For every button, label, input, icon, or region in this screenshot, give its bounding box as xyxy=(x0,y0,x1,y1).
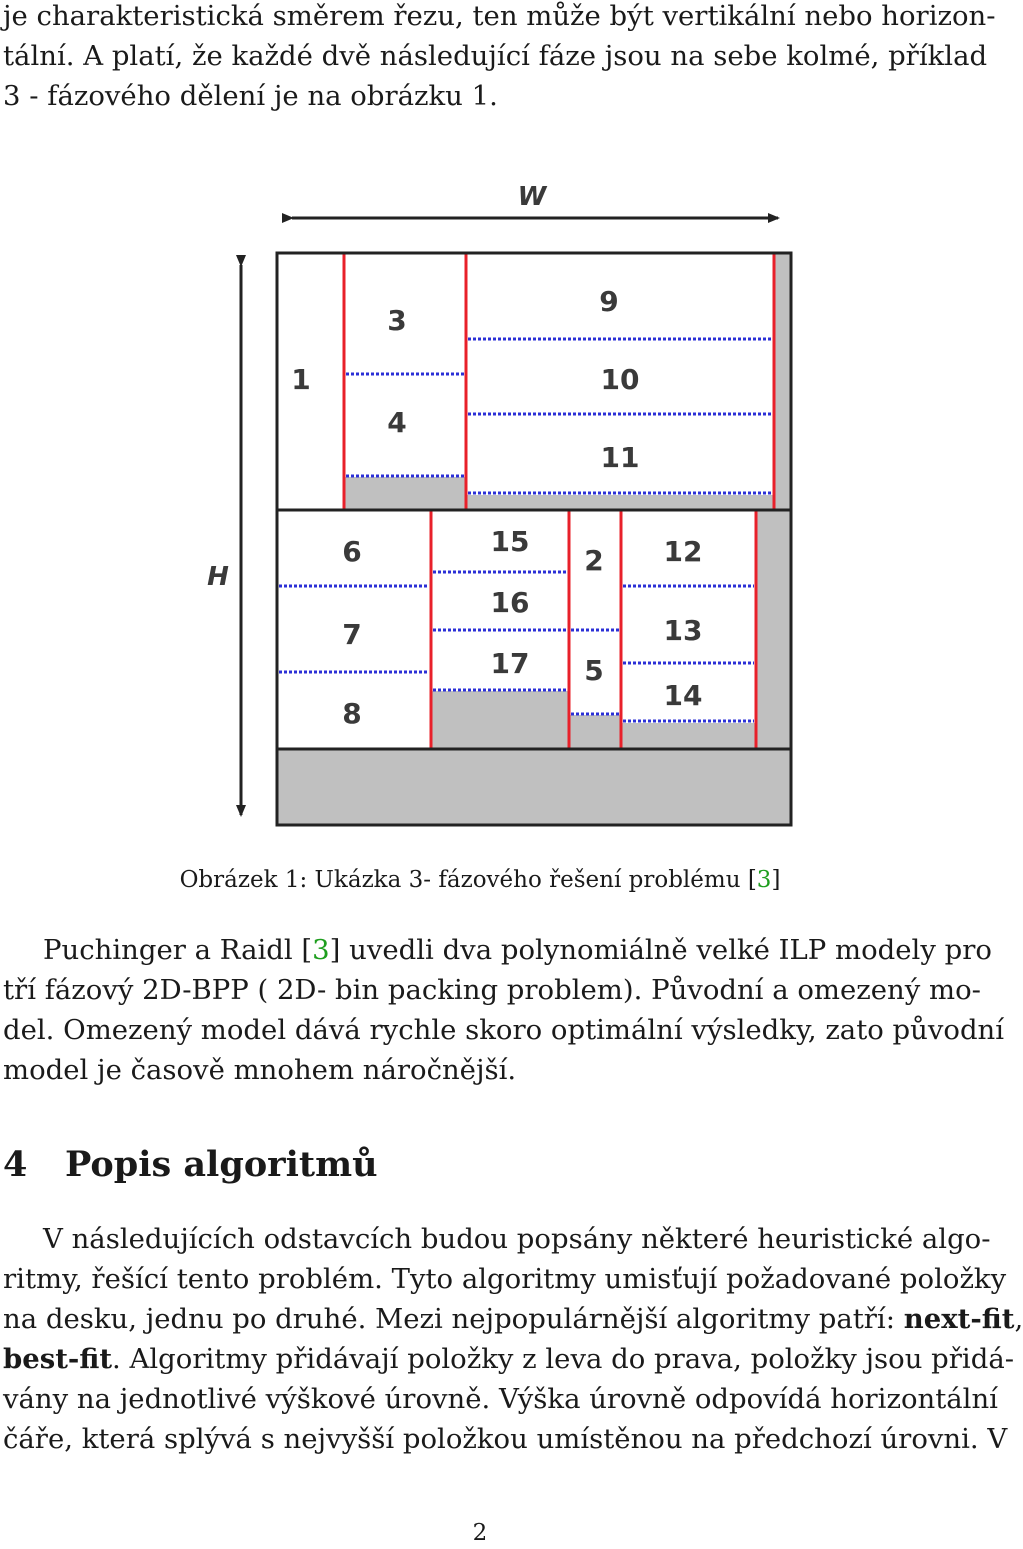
paragraph-text: , xyxy=(1014,1303,1023,1335)
paragraph-line: tří fázový 2D-BPP ( 2D- bin packing problem). Původní a omezený mo- xyxy=(3,974,981,1006)
item-label: 9 xyxy=(599,285,619,318)
paragraph-text: Puchinger a Raidl [ xyxy=(43,934,313,966)
paragraph-line: 3 - fázového dělení je na obrázku 1. xyxy=(3,80,498,112)
item-label: 17 xyxy=(490,647,530,680)
item-label: 1 xyxy=(291,363,311,396)
paragraph-line: V následujících odstavcích budou popsány některé heuristické algo- xyxy=(43,1223,991,1255)
paragraph-line: del. Omezený model dává rychle skoro optimální výsledky, zato původní xyxy=(3,1014,1005,1046)
item-label: 5 xyxy=(584,654,604,687)
item-label: 6 xyxy=(342,535,362,568)
item-label: 10 xyxy=(600,363,640,396)
paragraph-line: model je časově mnohem náročnější. xyxy=(3,1054,517,1086)
item-label: 7 xyxy=(342,618,362,651)
caption-text: Obrázek 1: Ukázka 3- fázového řešení problému [ xyxy=(179,867,757,893)
algorithm-name: best-fit xyxy=(3,1343,113,1375)
paragraph-line: je charakteristická směrem řezu, ten může být vertikální nebo horizon- xyxy=(3,0,996,32)
paragraph-line xyxy=(3,1339,1015,1379)
section-number: 4 xyxy=(3,1144,28,1185)
item-label: 15 xyxy=(490,525,530,558)
figure-caption xyxy=(0,862,960,898)
algorithm-name: next-fit xyxy=(903,1303,1015,1335)
section-title: Popis algoritmů xyxy=(65,1144,378,1185)
item-label: 11 xyxy=(600,441,640,474)
height-label: H xyxy=(207,562,229,592)
paragraph-text: . Algoritmy přidávají položky z leva do prava, položky jsou přidá- xyxy=(112,1343,1015,1375)
citation-link[interactable]: 3 xyxy=(756,867,772,893)
three-stage-cutting-figure xyxy=(195,175,805,840)
item-label: 12 xyxy=(663,535,703,568)
item-label: 16 xyxy=(490,586,530,619)
paragraph-text: na desku, jednu po druhé. Mezi nejpopulárnější algoritmy patří: xyxy=(3,1303,904,1335)
item-label: 2 xyxy=(584,544,604,577)
item-label: 14 xyxy=(663,679,703,712)
item-label: 4 xyxy=(387,406,407,439)
page-number: 2 xyxy=(472,1520,488,1546)
section-heading xyxy=(3,1142,378,1188)
paragraph-line xyxy=(3,1299,1023,1339)
paragraph-line: čáře, která splývá s nejvyšší položkou umístěnou na předchozí úrovni. V xyxy=(3,1423,1008,1455)
width-label: W xyxy=(517,182,547,212)
paragraph-line: vány na jednotlivé výškové úrovně. Výška úrovně odpovídá horizontální xyxy=(3,1383,998,1415)
paragraph-text: ] uvedli dva polynomiálně velké ILP modely pro xyxy=(329,934,992,966)
item-label: 13 xyxy=(663,614,703,647)
paragraph-line: tální. A platí, že každé dvě následující fáze jsou na sebe kolmé, příklad xyxy=(3,40,988,72)
item-label: 8 xyxy=(342,697,362,730)
paragraph-line xyxy=(43,930,992,970)
citation-link[interactable]: 3 xyxy=(312,934,330,966)
caption-text: ] xyxy=(771,867,781,893)
item-label: 3 xyxy=(387,304,407,337)
paragraph-line: ritmy, řešící tento problém. Tyto algoritmy umisťují požadované položky xyxy=(3,1263,1007,1295)
